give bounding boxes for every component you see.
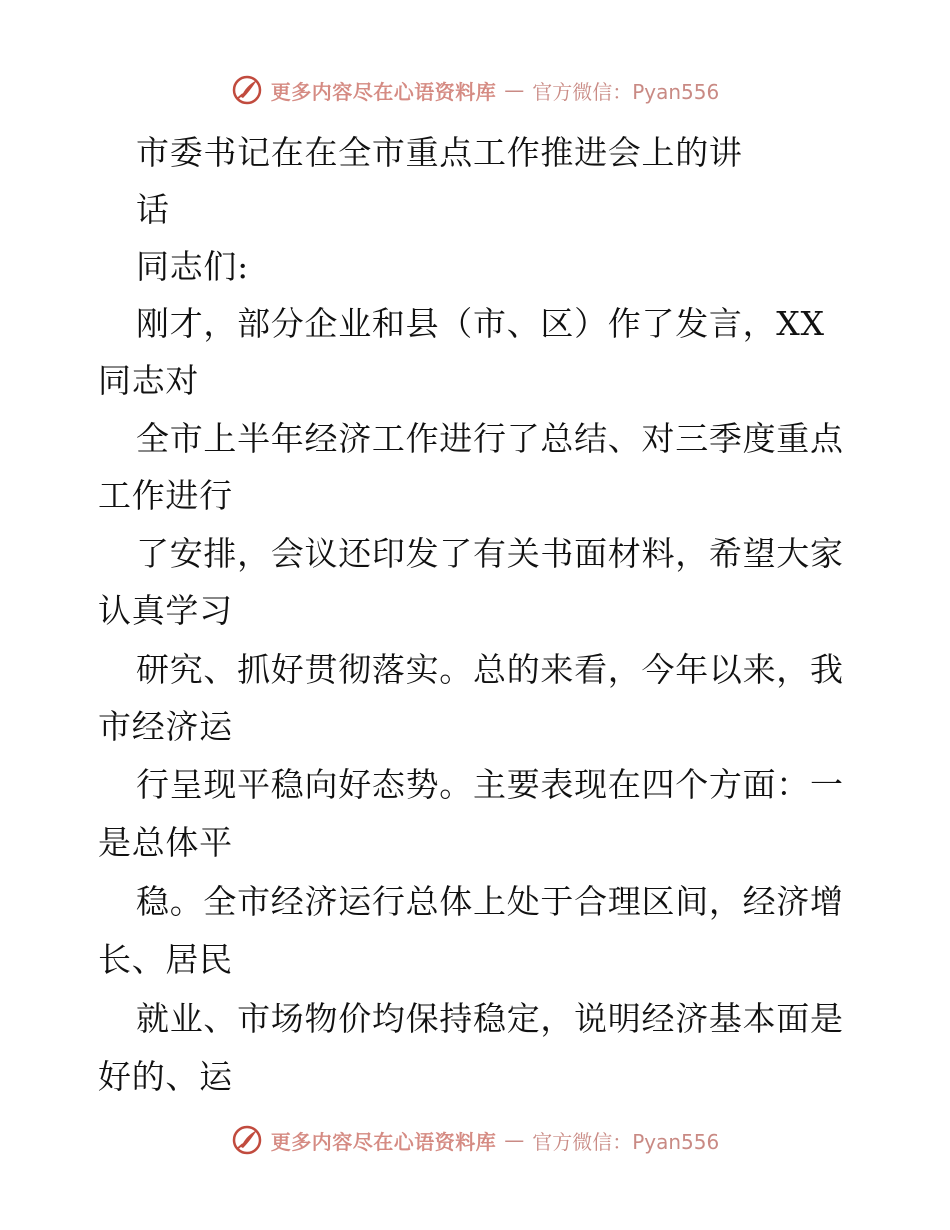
banner-site-name: 更多内容尽在心语资料库	[270, 79, 497, 104]
paragraph-line: 同志对	[98, 361, 200, 400]
feather-pen-logo-icon	[231, 1124, 263, 1156]
banner-wechat-id: 官方微信：Pyan556	[532, 1129, 720, 1154]
feather-pen-logo-icon	[231, 74, 263, 106]
document-title-line-1: 市委书记在在全市重点工作推进会上的讲	[136, 133, 743, 172]
paragraph-line: 研究、抓好贯彻落实。总的来看，今年以来，我	[136, 650, 844, 689]
paragraph-line: 行呈现平稳向好态势。主要表现在四个方面：一	[136, 765, 844, 804]
paragraph-line: 刚才，部分企业和县（市、区）作了发言，XX	[136, 304, 825, 343]
footer-watermark-banner	[0, 1120, 950, 1160]
banner-separator: —	[504, 1128, 525, 1152]
paragraph-line: 是总体平	[98, 823, 233, 862]
paragraph-line: 市经济运	[98, 707, 233, 746]
paragraph-line: 就业、市场物价均保持稳定，说明经济基本面是	[136, 999, 844, 1038]
document-title-line-2: 话	[136, 190, 170, 229]
paragraph-line: 认真学习	[98, 591, 233, 630]
paragraph-line: 稳。全市经济运行总体上处于合理区间，经济增	[136, 882, 844, 921]
salutation: 同志们:	[136, 247, 249, 286]
paragraph-line: 好的、运	[98, 1057, 233, 1096]
header-watermark-banner	[0, 70, 950, 110]
paragraph-line: 了安排，会议还印发了有关书面材料，希望大家	[136, 534, 844, 573]
banner-site-name: 更多内容尽在心语资料库	[270, 1129, 497, 1154]
paragraph-line: 长、居民	[98, 940, 233, 979]
paragraph-line: 全市上半年经济工作进行了总结、对三季度重点	[136, 419, 844, 458]
banner-wechat-id: 官方微信：Pyan556	[532, 79, 720, 104]
banner-separator: —	[504, 78, 525, 102]
paragraph-line: 工作进行	[98, 476, 233, 515]
